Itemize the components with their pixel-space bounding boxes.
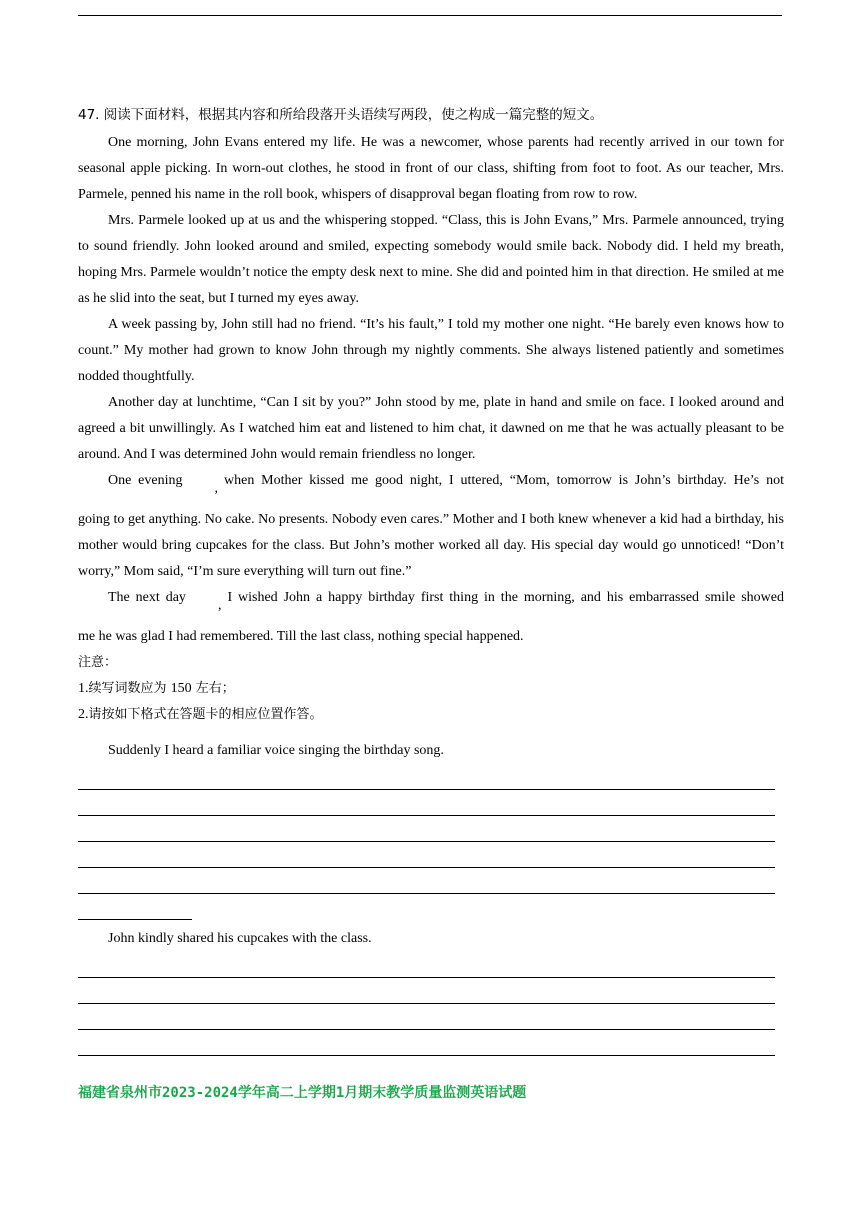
answer-line[interactable] [78, 868, 775, 894]
answer-lines-1 [78, 764, 784, 920]
question-number: 47. [78, 107, 100, 123]
passage-paragraph-6 [78, 585, 784, 611]
note-2-text: 请按如下格式在答题卡的相应位置作答。 [88, 707, 323, 722]
answer-line[interactable] [78, 952, 775, 978]
note-item-1 [78, 676, 784, 702]
answer-line[interactable] [78, 1030, 775, 1056]
answer-line[interactable] [78, 816, 775, 842]
answer-line[interactable] [78, 1004, 775, 1030]
answer-line[interactable] [78, 842, 775, 868]
p6-start: The next day [108, 590, 186, 605]
p6-comma: , [217, 598, 222, 613]
p5-comma: , [214, 481, 218, 496]
notes-heading: 注意： [78, 655, 118, 670]
answer-line[interactable] [78, 764, 775, 790]
passage-paragraph-5-cont: going to get anything. No cake. No presents. Nobody even cares.” Mother and I both knew whenever a kid had a birthday, his mother would bring cupcakes for the class. But John’s mother worked all day. His special day would go unnoticed! “Don’t worry,” Mom said, “I’m sure everything will turn out fine.” [78, 512, 784, 579]
note-1-text-b: 左右； [191, 681, 235, 696]
note-item-2 [78, 702, 784, 728]
passage-paragraph-4: Another day at lunchtime, “Can I sit by you?” John stood by me, plate in hand and smile on face. I looked around and agreed a bit unwillingly. As I watched him eat and listened to him chat, it dawned on me that he was actually pleasant to be around. And I was determined John would remain friendless no longer. [78, 395, 784, 462]
p5-start: One evening [108, 473, 183, 488]
question-instruction-text: 阅读下面材料，根据其内容和所给段落开头语续写两段，使之构成一篇完整的短文。 [103, 107, 604, 123]
p6-line1: I wished John a happy birthday first thing in the morning, and his embarrassed smile showed [227, 590, 784, 605]
passage-paragraph-2: Mrs. Parmele looked up at us and the whispering stopped. “Class, this is John Evans,” Mrs. Parmele announced, trying to sound friendly. John looked around and smiled, expecting somebody would smile back. Nobody did. I held my breath, hoping Mrs. Parmele wouldn’t notice the empty desk next to mine. She did and pointed him in that direction. He smiled at me as he slid into the seat, but I turned my eyes away. [78, 213, 784, 306]
header-rule [78, 15, 782, 16]
note-1-number: 1. [78, 681, 89, 696]
answer-lines-2 [78, 952, 784, 1056]
question-instruction [78, 102, 784, 128]
paragraph-starter-2: John kindly shared his cupcakes with the class. [108, 931, 372, 946]
passage-paragraph-3: A week passing by, John still had no friend. “It’s his fault,” I told my mother one night. “He barely even knows how to count.” My mother had grown to know John through my nightly comments. She always listened patiently and sometimes nodded thoughtfully. [78, 317, 784, 384]
document-source-footer: 福建省泉州市2023-2024学年高二上学期1月期末教学质量监测英语试题 [78, 1085, 527, 1101]
note-2-number: 2. [78, 707, 89, 722]
p5-line1: when Mother kissed me good night, I uttered, “Mom, tomorrow is John’s birthday. He’s not [224, 473, 784, 488]
note-1-word-count: 150 [170, 681, 192, 696]
exam-content [78, 102, 784, 1056]
answer-line[interactable] [78, 894, 192, 920]
passage-paragraph-5 [78, 468, 784, 494]
passage-paragraph-6-cont: me he was glad I had remembered. Till the last class, nothing special happened. [78, 629, 524, 644]
passage-paragraph-1: One morning, John Evans entered my life. He was a newcomer, whose parents had recently arrived in our town for seasonal apple picking. In worn-out clothes, he stood in front of our class, shifting from foot to foot. As our teacher, Mrs. Parmele, penned his name in the roll book, whispers of disapproval began floating from row to row. [78, 135, 784, 202]
paragraph-starter-1: Suddenly I heard a familiar voice singing the birthday song. [108, 743, 444, 758]
note-1-text-a: 续写词数应为 [88, 681, 171, 696]
answer-line[interactable] [78, 978, 775, 1004]
answer-line[interactable] [78, 790, 775, 816]
